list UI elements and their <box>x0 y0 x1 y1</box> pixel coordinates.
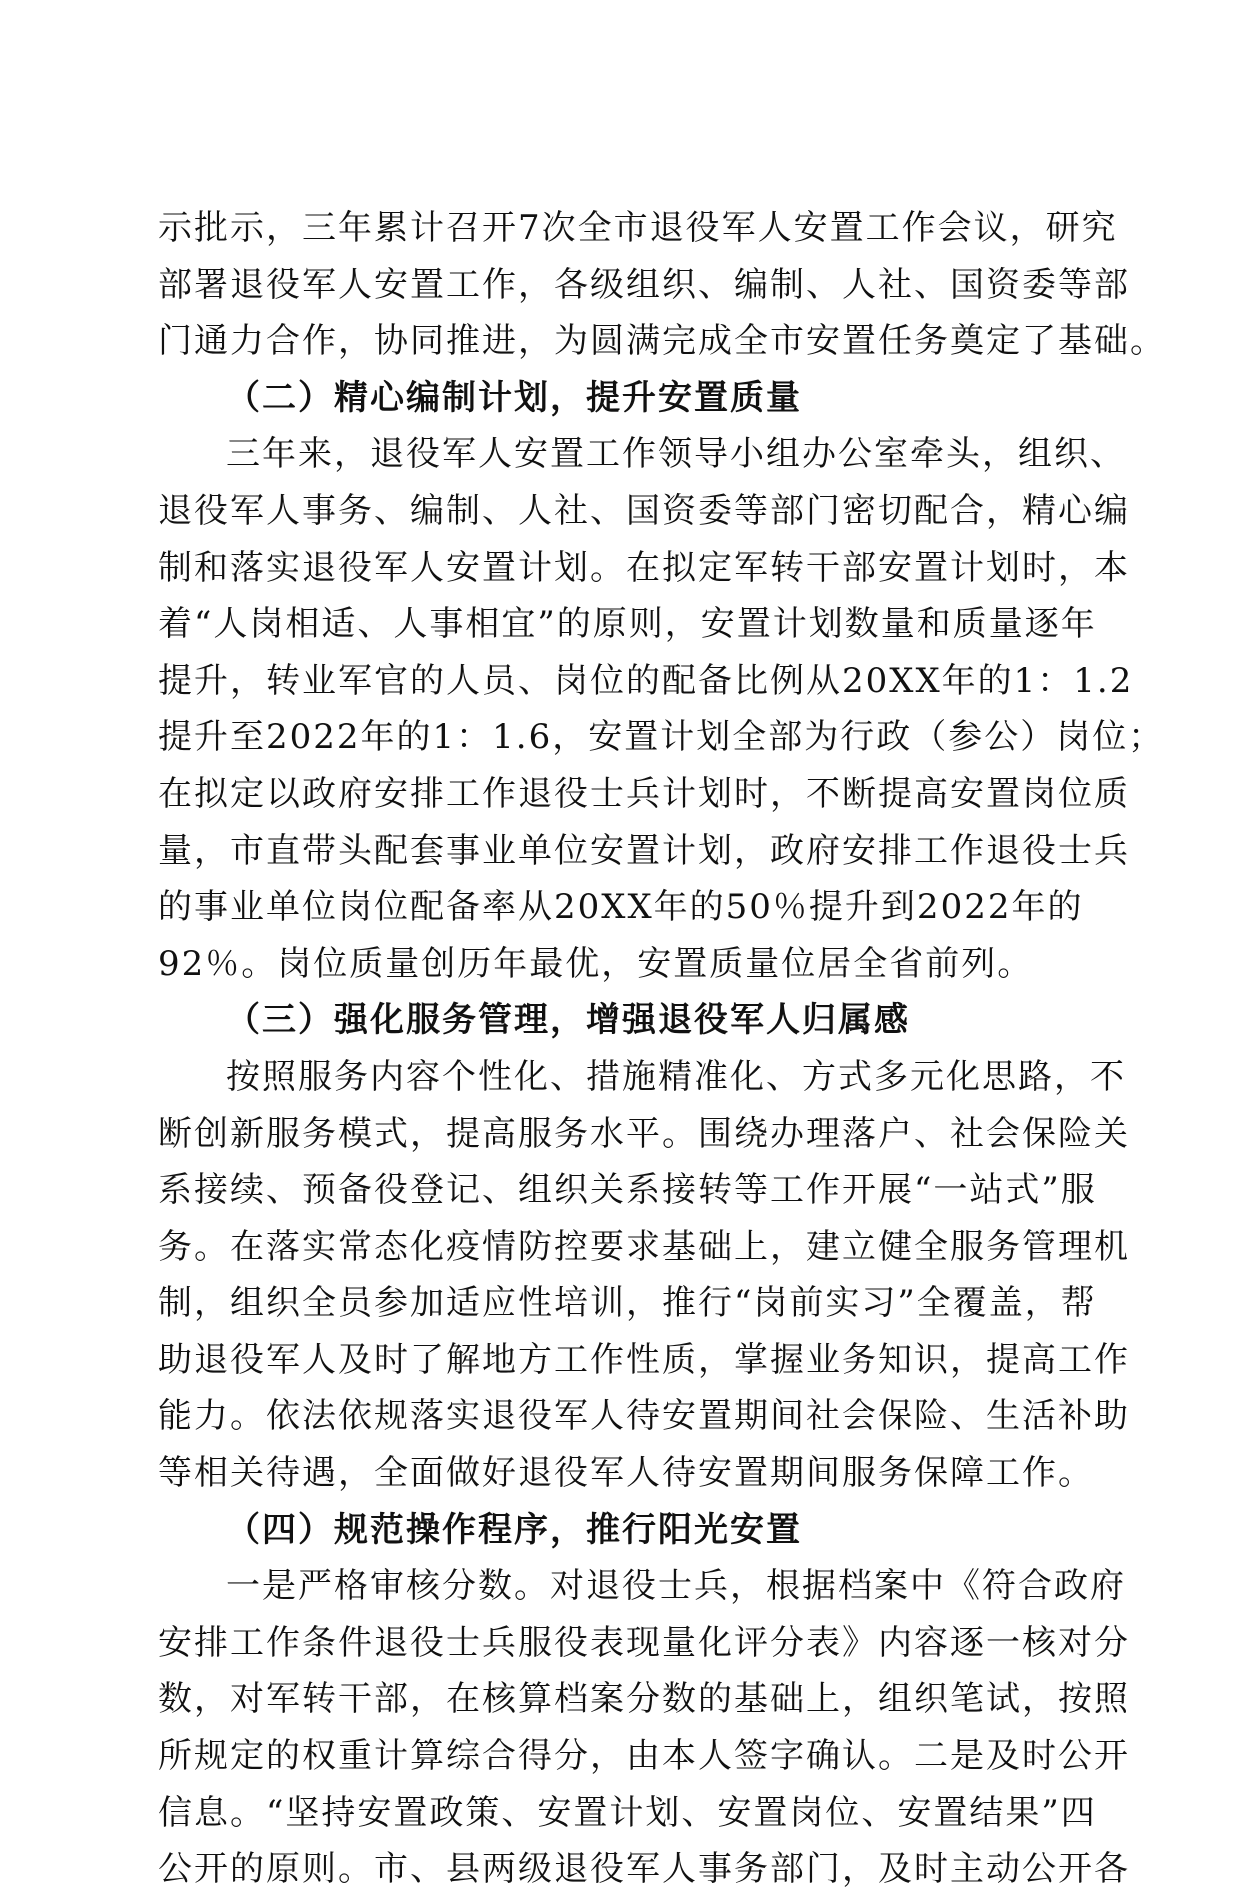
text-line: 提升，转业军官的人员、岗位的配备比例从20XX年的1：1.2 <box>158 660 1134 701</box>
document-page <box>158 200 1166 1898</box>
text-line: 部署退役军人安置工作，各级组织、编制、人社、国资委等部 <box>158 264 1130 305</box>
section-heading: （三）强化服务管理，增强退役军人归属感 <box>226 1000 910 1041</box>
text-line: 信息。“坚持安置政策、安置计划、安置岗位、安置结果”四 <box>158 1792 1097 1833</box>
text-line: 能力。依法依规落实退役军人待安置期间社会保险、生活补助 <box>158 1396 1130 1437</box>
text-line: 在拟定以政府安排工作退役士兵计划时，不断提高安置岗位质 <box>158 773 1130 814</box>
text-line: 数，对军转干部，在核算档案分数的基础上，组织笔试，按照 <box>158 1679 1130 1720</box>
text-line: 制和落实退役军人安置计划。在拟定军转干部安置计划时，本 <box>158 547 1130 588</box>
text-line: 所规定的权重计算综合得分，由本人签字确认。二是及时公开 <box>158 1736 1130 1777</box>
text-line: 92％。岗位质量创历年最优，安置质量位居全省前列。 <box>158 943 1034 984</box>
text-line: 制，组织全员参加适应性培训，推行“岗前实习”全覆盖，帮 <box>158 1283 1097 1324</box>
text-line: 量，市直带头配套事业单位安置计划，政府安排工作退役士兵 <box>158 830 1130 871</box>
text-line: 的事业单位岗位配备率从20XX年的50％提升到2022年的 <box>158 887 1084 928</box>
text-line: 示批示，三年累计召开7次全市退役军人安置工作会议，研究 <box>158 208 1118 248</box>
text-line: 断创新服务模式，提高服务水平。围绕办理落户、社会保险关 <box>158 1113 1130 1154</box>
section-heading: （四）规范操作程序，推行阳光安置 <box>226 1509 802 1550</box>
text-line: 三年来，退役军人安置工作领导小组办公室牵头，组织、 <box>226 434 1126 475</box>
text-line: 系接续、预备役登记、组织关系接转等工作开展“一站式”服 <box>158 1170 1097 1211</box>
text-line: 安排工作条件退役士兵服役表现量化评分表》内容逐一核对分 <box>158 1622 1130 1663</box>
section-heading: （二）精心编制计划，提升安置质量 <box>226 377 802 418</box>
text-line: 按照服务内容个性化、措施精准化、方式多元化思路，不 <box>226 1056 1126 1097</box>
text-line: 等相关待遇，全面做好退役军人待安置期间服务保障工作。 <box>158 1453 1094 1494</box>
text-line: 务。在落实常态化疫情防控要求基础上，建立健全服务管理机 <box>158 1226 1130 1267</box>
text-line: 公开的原则。市、县两级退役军人事务部门，及时主动公开各 <box>158 1849 1130 1890</box>
text-line: 门通力合作，协同推进，为圆满完成全市安置任务奠定了基础。 <box>158 321 1166 362</box>
text-line: 退役军人事务、编制、人社、国资委等部门密切配合，精心编 <box>158 490 1130 531</box>
text-line: 助退役军人及时了解地方工作性质，掌握业务知识，提高工作 <box>158 1339 1130 1380</box>
text-line: 提升至2022年的1：1.6，安置计划全部为行政（参公）岗位； <box>158 717 1165 758</box>
text-line: 一是严格审核分数。对退役士兵，根据档案中《符合政府 <box>226 1566 1126 1607</box>
text-line: 着“人岗相适、人事相宜”的原则，安置计划数量和质量逐年 <box>158 604 1097 645</box>
